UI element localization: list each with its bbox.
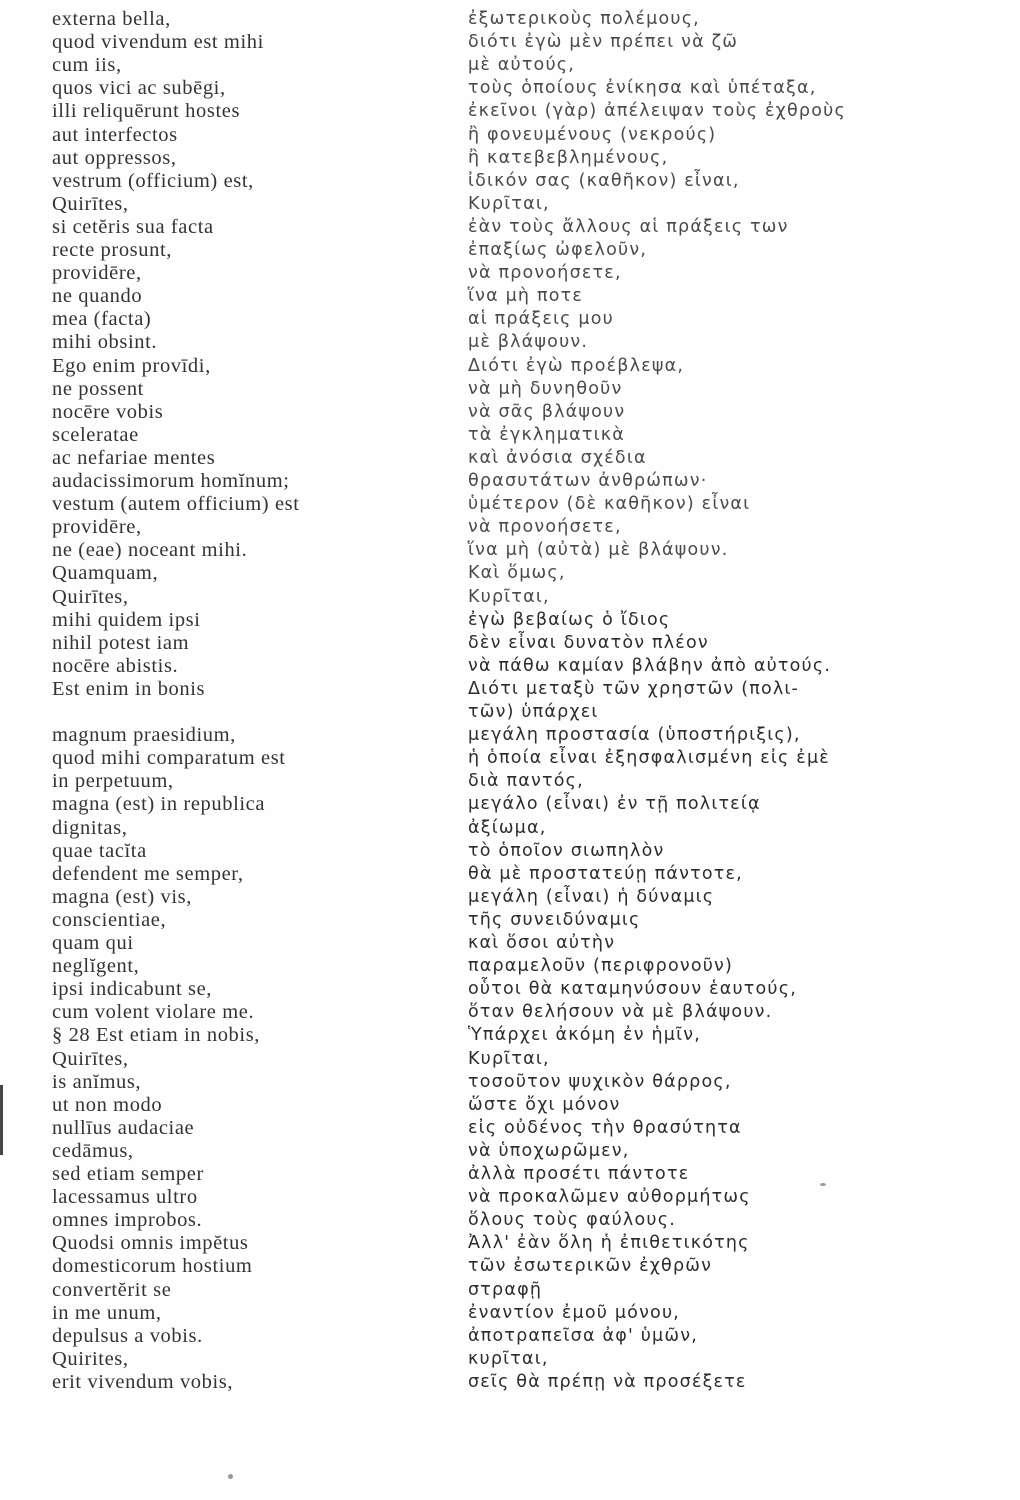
latin-text-line: defendent me semper, [52, 862, 244, 885]
greek-text-line: τῆς συνειδύναμις [468, 909, 641, 930]
greek-text-line: ἐγὼ βεβαίως ὁ ἴδιος [468, 609, 671, 630]
latin-text-line: providēre, [52, 516, 142, 539]
greek-text-line: νὰ προνοήσετε, [468, 517, 622, 538]
greek-text-line: ἰδικόν σας (καθῆκον) εἶναι, [468, 170, 740, 191]
latin-text-line: Quirītes, [52, 192, 129, 215]
latin-text-line: in perpetuum, [52, 770, 174, 793]
latin-text-line: nihil potest iam [52, 631, 190, 654]
latin-text-line: mihi obsint. [52, 331, 158, 354]
latin-text-line: nullīus audaciae [52, 1116, 195, 1139]
greek-text-line: Ὑπάρχει ἀκόμη ἐν ἡμῖν, [468, 1025, 701, 1046]
greek-text-line: ἐὰν τοὺς ἄλλους αἱ πράξεις των [468, 216, 789, 237]
greek-text-line: Ἀλλ' ἐὰν ὅλη ἡ ἐπιθετικότης [468, 1233, 750, 1254]
greek-text-line: νὰ προνοήσετε, [468, 263, 622, 284]
greek-text-line: ἐναντίον ἐμοῦ μόνου, [468, 1302, 681, 1323]
latin-text-line: nocēre abistis. [52, 654, 179, 677]
latin-text-line: in me unum, [52, 1301, 162, 1324]
greek-text-line: καὶ ἀνόσια σχέδια [468, 447, 647, 468]
latin-text-line: recte prosunt, [52, 239, 172, 261]
latin-text-line: Quirītes, [52, 585, 129, 608]
latin-text-line: dignitas, [52, 816, 128, 839]
greek-text-line: Κυρῖται, [468, 193, 550, 214]
latin-text-line: lacessamus ultro [52, 1186, 198, 1209]
greek-text-line: μεγάλη προστασία (ὑποστήριξις), [468, 725, 801, 746]
latin-text-line: domesticorum hostium [52, 1255, 253, 1278]
greek-text-line: ἀξίωμα, [468, 817, 547, 838]
latin-text-line: convertĕrit se [52, 1278, 172, 1301]
greek-text-line: ὑμέτερον (δὲ καθῆκον) εἶναι [468, 494, 751, 515]
latin-text-line: § 28 Est etiam in nobis, [52, 1024, 260, 1047]
latin-text-line: quae tacĭta [52, 839, 147, 862]
latin-text-line: Ego enim provīdi, [52, 354, 211, 377]
greek-text-line: ἐξωτερικοὺς πολέμους, [468, 9, 700, 29]
latin-text-line: sceleratae [52, 423, 139, 446]
print-speck [820, 1183, 826, 1186]
greek-text-line: μεγάλο (εἶναι) ἐν τῇ πολιτείᾳ [468, 794, 761, 815]
greek-text-line: νὰ πάθω καμίαν βλάβην ἀπὸ αὐτούς. [468, 655, 832, 676]
latin-text-line: quam qui [52, 932, 134, 954]
latin-text-line: illi reliquērunt hostes [52, 100, 241, 123]
latin-text-line: mihi quidem ipsi [52, 608, 201, 631]
greek-text-line: μεγάλη (εἶναι) ἡ δύναμις [468, 886, 715, 907]
latin-text-line: omnes improbos. [52, 1209, 203, 1232]
greek-text-line: τῶν) ὑπάρχει [468, 702, 599, 722]
greek-text-line: τὰ ἐγκληματικὰ [468, 424, 625, 445]
latin-text-line: providēre, [52, 262, 142, 285]
latin-text-line: ipsi indicabunt se, [52, 978, 213, 1001]
greek-text-line: ἢ κατεβεβλημένους, [468, 147, 669, 168]
latin-text-line: conscientiae, [52, 908, 167, 931]
latin-text-line: nocēre vobis [52, 400, 164, 423]
greek-text-line: ἵνα μὴ ποτε [468, 286, 584, 307]
greek-text-line: σεῖς θὰ πρέπῃ νὰ προσέξετε [468, 1371, 747, 1392]
greek-text-line: τὸ ὁποῖον σιωπηλὸν [468, 840, 665, 861]
greek-text-line: Διότι ἐγὼ προέβλεψα, [468, 355, 685, 376]
greek-text-line: τοὺς ὁποίους ἐνίκησα καὶ ὑπέταξα, [468, 78, 817, 99]
latin-text-line: externa bella, [52, 8, 171, 30]
greek-text-line: ἡ ὁποία εἶναι ἐξησφαλισμένη εἰς ἐμὲ [468, 748, 830, 769]
latin-text-line: aut oppressos, [52, 146, 177, 169]
latin-text-line: magna (est) vis, [52, 885, 192, 908]
latin-text-line: ac nefariae mentes [52, 446, 216, 469]
greek-text-line: νὰ μὴ δυνηθοῦν [468, 378, 623, 399]
greek-text-line: εἰς οὐδένος τὴν θρασύτητα [468, 1117, 742, 1138]
greek-text-line: Διότι μεταξὺ τῶν χρηστῶν (πολι- [468, 678, 800, 699]
greek-text-line: θὰ μὲ προστατεύῃ πάντοτε, [468, 863, 743, 884]
latin-text-line: cedāmus, [52, 1139, 134, 1162]
greek-text-line: παραμελοῦν (περιφρονοῦν) [468, 956, 734, 977]
latin-text-line: Quirītes, [52, 1047, 129, 1070]
latin-text-line: magna (est) in republica [52, 793, 266, 816]
greek-text-line: ἐκεῖνοι (γὰρ) ἀπέλειψαν τοὺς ἐχθροὺς [468, 101, 846, 122]
latin-text-line: vestum (autem officium) est [52, 493, 300, 516]
greek-text-line: τῶν ἐσωτερικῶν ἐχθρῶν [468, 1256, 713, 1277]
latin-text-line: magnum praesidium, [52, 724, 236, 747]
greek-text-line: ἢ φονευμένους (νεκρούς) [468, 124, 717, 145]
latin-text-line: quos vici ac subēgi, [52, 77, 226, 100]
latin-text-line: quod mihi comparatum est [52, 747, 286, 770]
latin-text-line: Est enim in bonis [52, 677, 206, 700]
greek-text-line: νὰ ὑποχωρῶμεν, [468, 1140, 630, 1161]
latin-text-line: ne (eae) noceant mihi. [52, 539, 248, 562]
latin-text-line: sed etiam semper [52, 1163, 204, 1185]
latin-text-line: Quodsi omnis impĕtus [52, 1232, 249, 1255]
latin-text-line: Quamquam, [52, 562, 159, 585]
greek-text-line: καὶ ὅσοι αὐτὴν [468, 933, 616, 953]
latin-text-line: neglĭgent, [52, 955, 140, 978]
greek-text-line: ὅταν θελήσουν νὰ μὲ βλάψουν. [468, 1002, 773, 1023]
latin-text-line: mea (facta) [52, 308, 152, 331]
greek-text-line: μὲ βλάψουν. [468, 332, 589, 353]
greek-text-line: Κυρῖται, [468, 586, 550, 607]
latin-text-line: quod vivendum est mihi [52, 31, 264, 54]
greek-text-line: αἱ πράξεις μου [468, 309, 614, 330]
greek-text-line: οὗτοι θὰ καταμηνύσουν ἑαυτούς, [468, 979, 797, 1000]
latin-text-line: depulsus a vobis. [52, 1324, 203, 1347]
latin-text-line: ne possent [52, 377, 144, 400]
greek-text-line: ἐπαξίως ὠφελοῦν, [468, 240, 648, 260]
greek-text-line: διότι ἐγὼ μὲν πρέπει νὰ ζῶ [468, 32, 739, 53]
greek-text-line: ἀλλὰ προσέτι πάντοτε [468, 1164, 690, 1184]
print-speck [228, 1474, 233, 1479]
latin-text-line: erit vivendum vobis, [52, 1370, 234, 1393]
greek-text-line: θρασυτάτων ἀνθρώπων· [468, 471, 708, 491]
latin-text-line: cum iis, [52, 54, 122, 77]
latin-text-line: ut non modo [52, 1093, 163, 1116]
latin-text-line: si cetĕris sua facta [52, 215, 214, 238]
greek-text-line: ἀποτραπεῖσα ἀφ' ὑμῶν, [468, 1325, 698, 1346]
greek-text-line: Καὶ ὅμως, [468, 563, 566, 584]
binding-mark [0, 1085, 3, 1155]
latin-text-line: cum volent violare me. [52, 1001, 255, 1024]
greek-text-line: Κυρῖται, [468, 1048, 550, 1069]
greek-text-line: νὰ προκαλῶμεν αὐθορμήτως [468, 1187, 751, 1208]
greek-text-line: στραφῇ [468, 1279, 543, 1300]
greek-text-line: δὲν εἶναι δυνατὸν πλέον [468, 632, 709, 653]
greek-text-line: τοσοῦτον ψυχικὸν θάρρος, [468, 1071, 732, 1092]
greek-text-line: μὲ αὐτούς, [468, 55, 576, 76]
greek-text-line: κυρῖται, [468, 1348, 549, 1369]
latin-text-line: aut interfectos [52, 123, 178, 146]
latin-text-line: vestrum (officium) est, [52, 169, 254, 192]
greek-text-line: νὰ σᾶς βλάψουν [468, 401, 626, 422]
greek-text-line: διὰ παντός, [468, 771, 584, 792]
greek-text-line: ὅλους τοὺς φαύλους. [468, 1210, 676, 1231]
greek-text-line: ἵνα μὴ (αὐτὰ) μὲ βλάψουν. [468, 540, 729, 561]
latin-text-line: is anĭmus, [52, 1070, 142, 1093]
latin-text-line: Quirites, [52, 1347, 129, 1370]
latin-text-line: ne quando [52, 285, 143, 308]
greek-text-line: ὥστε ὄχι μόνον [468, 1094, 621, 1115]
latin-text-line: audacissimorum homĭnum; [52, 470, 290, 492]
